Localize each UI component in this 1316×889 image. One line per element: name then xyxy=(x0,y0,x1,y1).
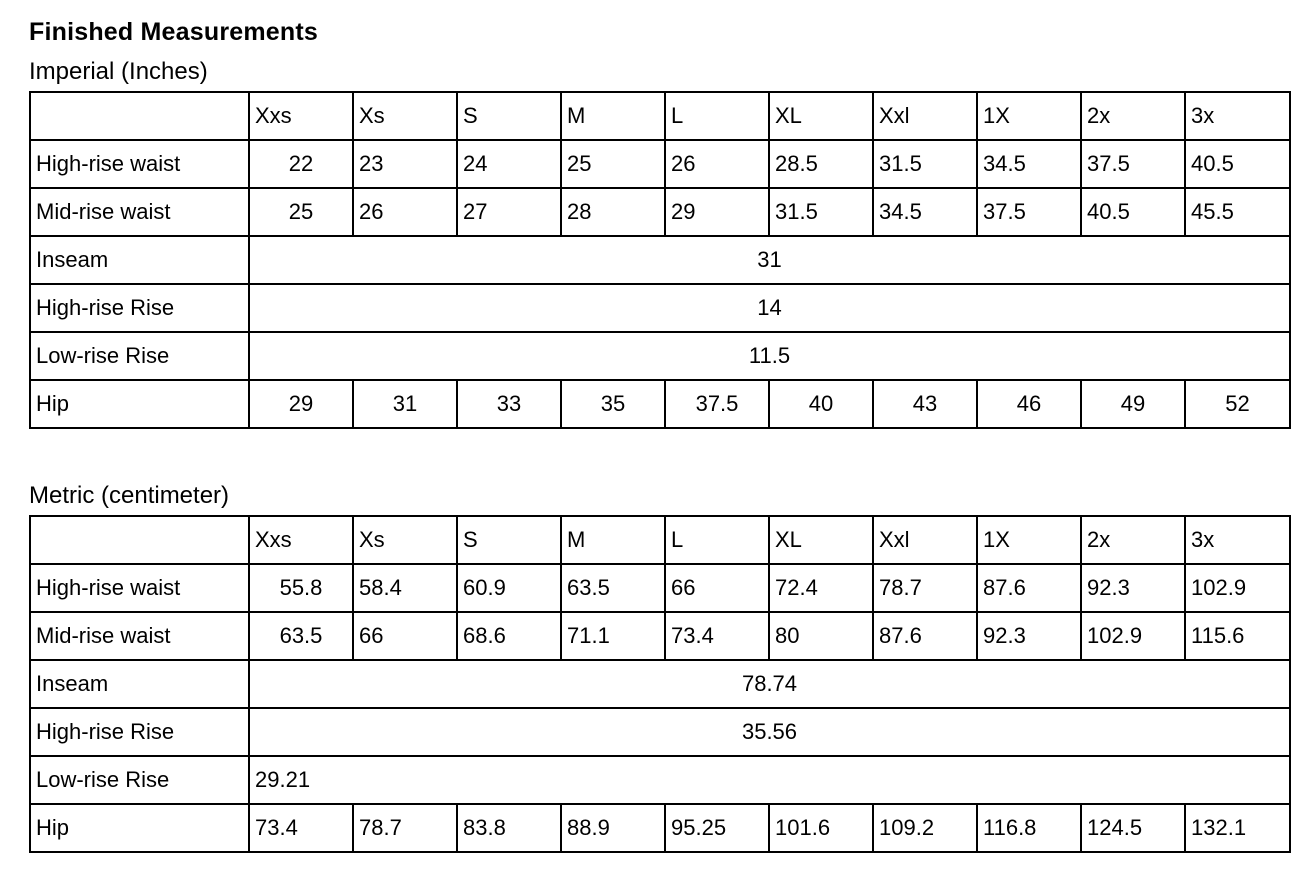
header-cell: 1X xyxy=(977,92,1081,140)
table-cell: 46 xyxy=(977,380,1081,428)
table-cell: 71.1 xyxy=(561,612,665,660)
table-cell: 55.8 xyxy=(249,564,353,612)
spanning-cell: 11.5 xyxy=(249,332,1290,380)
row-label: Mid-rise waist xyxy=(30,612,249,660)
spanning-cell: 78.74 xyxy=(249,660,1290,708)
table-row xyxy=(30,284,1290,332)
header-cell: XL xyxy=(769,516,873,564)
imperial-subtitle: Imperial (Inches) xyxy=(29,58,208,85)
table-cell: 37.5 xyxy=(1081,140,1185,188)
table-cell: 78.7 xyxy=(353,804,457,852)
row-label: High-rise Rise xyxy=(30,708,249,756)
table-cell: 115.6 xyxy=(1185,612,1290,660)
table-cell: 28.5 xyxy=(769,140,873,188)
table-cell: 33 xyxy=(457,380,561,428)
table-row xyxy=(30,660,1290,708)
row-label: Inseam xyxy=(30,660,249,708)
table-cell: 87.6 xyxy=(873,612,977,660)
table-cell: 124.5 xyxy=(1081,804,1185,852)
table-cell: 37.5 xyxy=(665,380,769,428)
table-cell: 88.9 xyxy=(561,804,665,852)
table-cell: 58.4 xyxy=(353,564,457,612)
table-cell: 60.9 xyxy=(457,564,561,612)
header-cell: 3x xyxy=(1185,516,1290,564)
table-cell: 24 xyxy=(457,140,561,188)
header-cell: M xyxy=(561,92,665,140)
header-cell: M xyxy=(561,516,665,564)
table-cell: 31.5 xyxy=(873,140,977,188)
table-cell: 63.5 xyxy=(249,612,353,660)
table-cell: 66 xyxy=(665,564,769,612)
header-cell: Xs xyxy=(353,92,457,140)
table-row xyxy=(30,564,1290,612)
table-cell: 25 xyxy=(249,188,353,236)
metric-subtitle: Metric (centimeter) xyxy=(29,482,230,509)
table-cell: 29 xyxy=(249,380,353,428)
row-label: Low-rise Rise xyxy=(30,756,249,804)
table-cell: 31 xyxy=(353,380,457,428)
table-cell: 73.4 xyxy=(665,612,769,660)
header-cell xyxy=(30,516,249,564)
table-row xyxy=(30,804,1290,852)
table-cell: 63.5 xyxy=(561,564,665,612)
table-cell: 83.8 xyxy=(457,804,561,852)
header-cell: 2x xyxy=(1081,92,1185,140)
header-cell xyxy=(30,92,249,140)
metric-table xyxy=(29,515,1291,853)
table-cell: 72.4 xyxy=(769,564,873,612)
table-cell: 40 xyxy=(769,380,873,428)
table-row xyxy=(30,708,1290,756)
table-row xyxy=(30,140,1290,188)
header-cell: S xyxy=(457,516,561,564)
row-label: High-rise Rise xyxy=(30,284,249,332)
header-cell: 2x xyxy=(1081,516,1185,564)
table-cell: 35 xyxy=(561,380,665,428)
table-cell: 95.25 xyxy=(665,804,769,852)
table-cell: 52 xyxy=(1185,380,1290,428)
table-cell: 34.5 xyxy=(977,140,1081,188)
table-header-row xyxy=(30,92,1290,140)
row-label: Mid-rise waist xyxy=(30,188,249,236)
table-cell: 132.1 xyxy=(1185,804,1290,852)
row-label: Low-rise Rise xyxy=(30,332,249,380)
table-cell: 26 xyxy=(353,188,457,236)
table-cell: 25 xyxy=(561,140,665,188)
table-cell: 101.6 xyxy=(769,804,873,852)
header-cell: Xxs xyxy=(249,516,353,564)
spanning-cell: 29.21 xyxy=(249,756,1290,804)
spanning-cell: 14 xyxy=(249,284,1290,332)
table-header-row xyxy=(30,516,1290,564)
table-cell: 23 xyxy=(353,140,457,188)
table-cell: 26 xyxy=(665,140,769,188)
table-cell: 66 xyxy=(353,612,457,660)
header-cell: S xyxy=(457,92,561,140)
imperial-table xyxy=(29,91,1291,429)
header-cell: 3x xyxy=(1185,92,1290,140)
header-cell: Xxl xyxy=(873,516,977,564)
table-cell: 87.6 xyxy=(977,564,1081,612)
table-cell: 29 xyxy=(665,188,769,236)
header-cell: Xxs xyxy=(249,92,353,140)
table-cell: 80 xyxy=(769,612,873,660)
table-cell: 109.2 xyxy=(873,804,977,852)
table-cell: 27 xyxy=(457,188,561,236)
table-cell: 40.5 xyxy=(1185,140,1290,188)
row-label: Hip xyxy=(30,804,249,852)
header-cell: XL xyxy=(769,92,873,140)
row-label: High-rise waist xyxy=(30,140,249,188)
row-label: Hip xyxy=(30,380,249,428)
header-cell: Xs xyxy=(353,516,457,564)
table-cell: 73.4 xyxy=(249,804,353,852)
table-row xyxy=(30,756,1290,804)
spanning-cell: 31 xyxy=(249,236,1290,284)
table-cell: 40.5 xyxy=(1081,188,1185,236)
table-cell: 37.5 xyxy=(977,188,1081,236)
table-cell: 116.8 xyxy=(977,804,1081,852)
table-row xyxy=(30,612,1290,660)
table-cell: 92.3 xyxy=(977,612,1081,660)
table-row xyxy=(30,188,1290,236)
page-title: Finished Measurements xyxy=(29,18,319,46)
table-row xyxy=(30,332,1290,380)
table-cell: 102.9 xyxy=(1081,612,1185,660)
table-cell: 68.6 xyxy=(457,612,561,660)
table-row xyxy=(30,380,1290,428)
table-cell: 28 xyxy=(561,188,665,236)
table-cell: 92.3 xyxy=(1081,564,1185,612)
table-row xyxy=(30,236,1290,284)
table-cell: 43 xyxy=(873,380,977,428)
header-cell: L xyxy=(665,92,769,140)
spanning-cell: 35.56 xyxy=(249,708,1290,756)
table-cell: 31.5 xyxy=(769,188,873,236)
header-cell: 1X xyxy=(977,516,1081,564)
header-cell: L xyxy=(665,516,769,564)
row-label: High-rise waist xyxy=(30,564,249,612)
table-cell: 34.5 xyxy=(873,188,977,236)
row-label: Inseam xyxy=(30,236,249,284)
table-cell: 45.5 xyxy=(1185,188,1290,236)
table-cell: 49 xyxy=(1081,380,1185,428)
header-cell: Xxl xyxy=(873,92,977,140)
table-cell: 78.7 xyxy=(873,564,977,612)
table-cell: 102.9 xyxy=(1185,564,1290,612)
table-cell: 22 xyxy=(249,140,353,188)
